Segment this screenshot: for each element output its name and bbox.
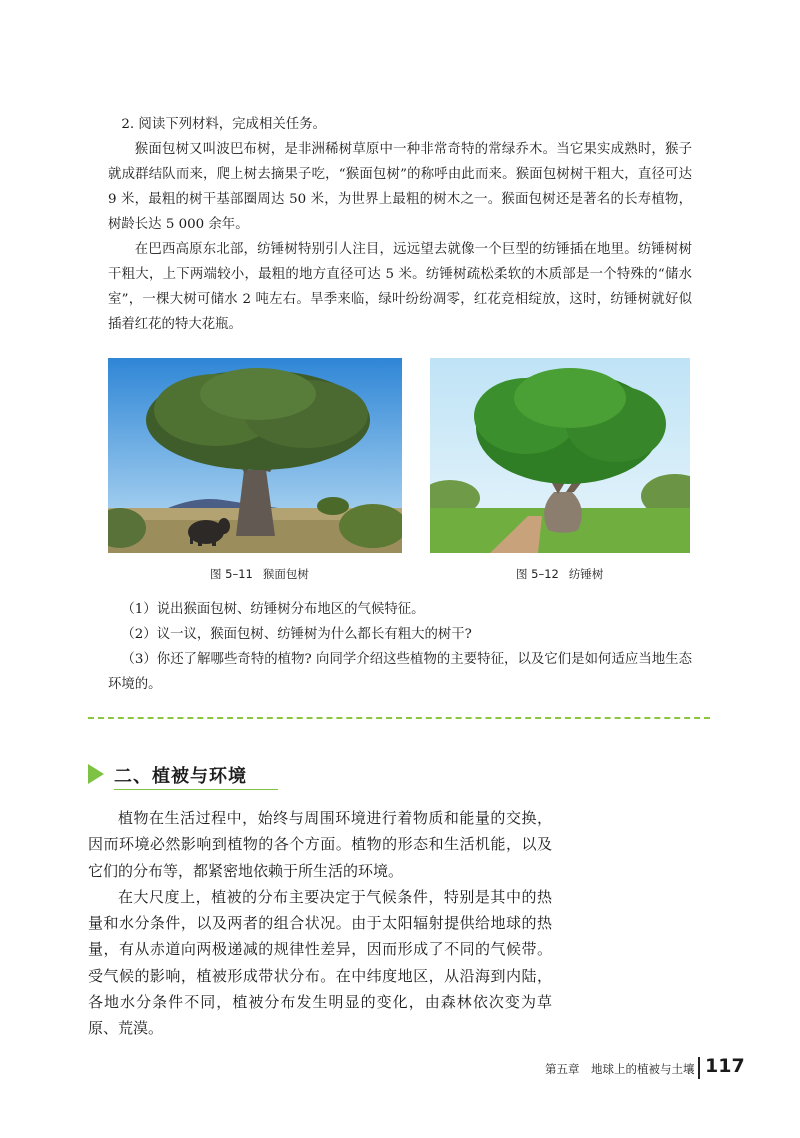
- section-paragraph-2: 在大尺度上，植被的分布主要决定于气候条件，特别是其中的热量和水分条件，以及两者的组合状况。由于太阳辐射提供给地球的热量，有从赤道向两极递减的规律性差异，因而形成了不同的气候带。受气候的影响，植被形成带状分布。在中纬度地区，从沿海到内陆，各地水分条件不同，植被分布发生明显的变化，由森林依次变为草原、荒漠。: [88, 887, 552, 1038]
- figure-5-11-caption: [210, 566, 309, 582]
- dashed-divider: [88, 717, 710, 719]
- figure-caption-text: 纺锤树: [568, 567, 604, 581]
- task-paragraph-baobab: 猴面包树又叫波巴布树，是非洲稀树草原中一种非常奇特的常绿乔木。当它果实成熟时，猴子就成群结队而来，爬上树去摘果子吃，“猴面包树”的称呼由此而来。猴面包树树干粗大，直径可达 9 米，最粗的树干基部圈周达 50 米，为世界上最粗的树木之一。猴面包树还是著名的长寿植物，树龄长达 5 000 余年。: [108, 142, 692, 232]
- figure-number: 图 5–12: [516, 567, 559, 581]
- chapter-title: 第五章 地球上的植被与土壤: [545, 1062, 695, 1076]
- task-questions: [108, 597, 692, 697]
- figure-number: 图 5–11: [210, 567, 253, 581]
- section-title-underline: [114, 789, 278, 790]
- task-paragraph-bottle-tree: 在巴西高原东北部，纺锤树特别引人注目，远远望去就像一个巨型的纺锤插在地里。纺锤树树干粗大，上下两端较小，最粗的地方直径可达 5 米。纺锤树疏松柔软的木质部是一个特殊的“储水室”，一棵大树可储水 2 吨左右。旱季来临，绿叶纷纷凋零，红花竞相绽放，这时，纺锤树就好似插着红花的特大花瓶。: [108, 242, 692, 332]
- question-2: （2）议一议，猴面包树、纺锤树为什么都长有粗大的树干?: [121, 627, 472, 642]
- footer-separator: [698, 1057, 700, 1079]
- figure-caption-text: 猴面包树: [262, 567, 309, 581]
- baobab-tree-photo: [108, 358, 402, 553]
- section-title: 二、植被与环境: [114, 766, 247, 787]
- reading-task: [108, 112, 692, 337]
- question-1: （1）说出猴面包树、纺锤树分布地区的气候特征。: [121, 602, 425, 617]
- task-heading: 2. 阅读下列材料，完成相关任务。: [121, 117, 326, 132]
- section-heading: [88, 760, 288, 790]
- question-3: （3）你还了解哪些奇特的植物? 向同学介绍这些植物的主要特征，以及它们是如何适应当地生态环境的。: [108, 652, 692, 692]
- page-number: 117: [705, 1055, 745, 1077]
- section-paragraph-1: 植物在生活过程中，始终与周围环境进行着物质和能量的交换，因而环境必然影响到植物的各个方面。植物的形态和生活机能，以及它们的分布等，都紧密地依赖于所生活的环境。: [88, 809, 552, 880]
- bottle-tree-photo: [430, 358, 690, 553]
- figure-5-12-caption: [516, 566, 603, 582]
- green-triangle-arrow-icon: [88, 764, 104, 784]
- section-body: [88, 805, 552, 1042]
